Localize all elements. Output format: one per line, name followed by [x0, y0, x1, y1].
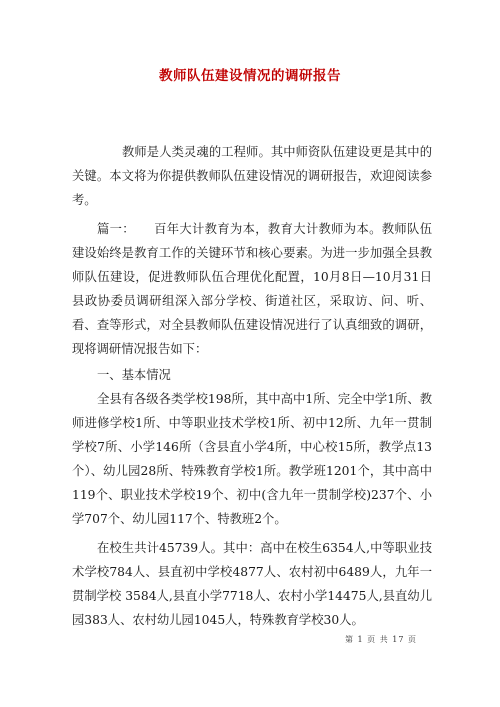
page-number-footer: 第 1 页 共 17 页: [345, 635, 417, 644]
document-body: [72, 140, 432, 632]
intro-paragraph: 教师是人类灵魂的工程师。其中师资队伍建设更是其中的关键。本文将为你提供教师队伍建设情况的调研报告，欢迎阅读参考。: [72, 145, 432, 207]
schools-paragraph: 全县有各级各类学校198所，其中高中1所、完全中学1所、教师进修学校1所、中等职业技术学校1所、初中12所、九年一贯制学校7所、小学146所（含县直小学4所，中心校15所，教学点13个）、幼儿园28所、特殊教育学校1所。教学班1201个，其中高中119个、职业技术学校19个、初中(含九年一贯制学校)237个、小学707个、幼儿园117个、特教班2个。: [72, 392, 432, 526]
students-paragraph: 在校生共计45739人。其中：高中在校生6354人,中等职业技术学校784人、县直初中学校4877人、农村初中6489人，九年一贯制学校 3584人,县直小学7718人、农村小学14475人,县直幼儿园383人、农村幼儿园1045人，特殊教育学校30人。: [72, 541, 432, 627]
document-title: 教师队伍建设情况的调研报告: [159, 68, 341, 84]
section-heading: 一、基本情况: [97, 368, 171, 382]
section-paragraph: 篇一： 百年大计教育为本，教育大计教师为本。教师队伍建设始终是教育工作的关键环节和核心要素。为进一步加强全县教师队伍建设，促进教师队伍合理优化配置，10月8日—10月31日县政协委员调研组深入部分学校、街道社区，采取访、问、听、看、查等形式，对全县教师队伍建设情况进行了认真细致的调研，现将调研情况报告如下：: [72, 222, 432, 356]
